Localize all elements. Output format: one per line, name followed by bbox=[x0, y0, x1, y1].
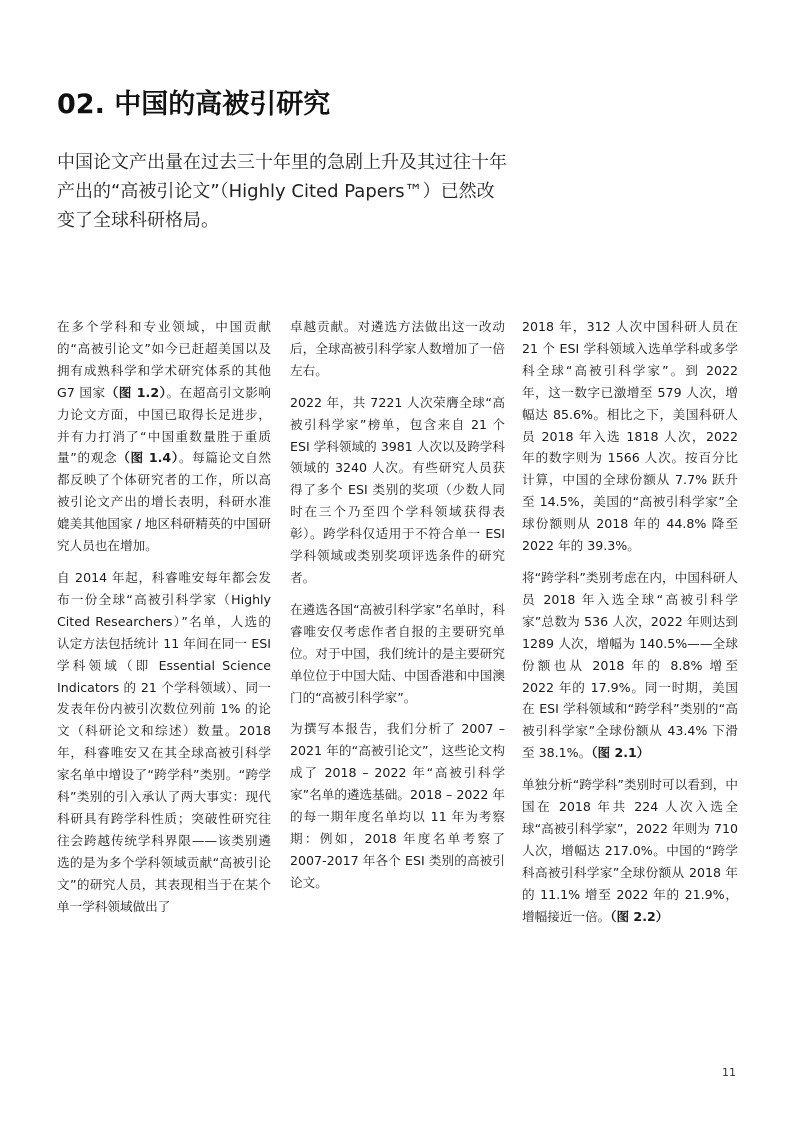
intro-paragraph: 中国论文产出量在过去三十年里的急剧上升及其过往十年产出的“高被引论文”（Highly Cited Papers™）已然改变了全球科研格局。 bbox=[57, 152, 507, 231]
figure-reference: （图 1.2） bbox=[105, 384, 167, 400]
text-run: 将“跨学科”类别考虑在内，中国科研人员 2018 年入选全球“高被引科学家”总数为 536 人次，2022 年则达到 1289 人次，增幅为 140.5%——全球份额也从 2018 年的 8.8% 增至 2022 年的 17.9%。同一时期，美国在 ESI 学科领域和“跨学科”类别的“高被引科学家”全球份额从 43.4% 下滑至 38.1%。 bbox=[522, 569, 738, 761]
figure-reference: （图 2.1） bbox=[591, 745, 650, 761]
paragraph: 卓越贡献。对遴选方法做出这一改动后，全球高被引科学家人数增加了一倍左右。 bbox=[290, 319, 505, 378]
text-run: 单独分析“跨学科”类别时可以看到，中国在 2018 年共 224 人次入选全球“高被引科学家”，2022 年则为 710 人次，增幅达 217.0%。中国的“跨学科高被引科学家”全球份额从 2018 年的 11.1% 增至 2022 年的 21.9%，增幅接近一倍。 bbox=[522, 777, 738, 924]
paragraph bbox=[57, 316, 271, 557]
text-column-2 bbox=[290, 316, 505, 904]
page-title: 02. 中国的高被引研究 bbox=[57, 89, 331, 120]
paragraph: 2022 年，共 7221 人次荣膺全球“高被引科学家”榜单，包含来自 21 个 ESI 学科领域的 3981 人次以及跨学科领域的 3240 人次。有些研究人员获得了多个 ESI 类别的奖项（少数人同时在三个乃至四个学科领域获得表彰）。跨学科仅适用于不符合单一 ESI 学科领域或类别奖项评选条件的研究者。 bbox=[290, 394, 505, 585]
paragraph: 在遴选各国“高被引科学家”名单时，科睿唯安仅考虑作者自报的主要研究单位。对于中国，我们统计的是主要研究单位位于中国大陆、中国香港和中国澳门的“高被引科学家”。 bbox=[290, 601, 505, 705]
figure-reference: （图 1.4） bbox=[117, 450, 179, 466]
text-run: 在多个学科和专业领域，中国贡献的“高被引论文”如今已赶超美国以及拥有成熟科学和学术研究体系的其他 G7 国家 bbox=[57, 319, 271, 400]
text-column-1 bbox=[57, 316, 271, 927]
paragraph bbox=[522, 774, 738, 927]
page-number: 11 bbox=[722, 1066, 736, 1079]
figure-reference: （图 2.2） bbox=[610, 908, 669, 924]
paragraph bbox=[522, 567, 738, 764]
text-run: 。每篇论文自然都反映了个体研究者的工作，所以高被引论文产出的增长表明，科研水准媲美其他国家 / 地区科研精英的中国研究人员也在增加。 bbox=[57, 450, 271, 554]
text-column-3 bbox=[522, 316, 738, 937]
text-run: 。在超高引文影响力论文方面，中国已取得长足进步，并有力打消了“中国重数量胜于重质量”的观念 bbox=[57, 384, 271, 466]
paragraph: 自 2014 年起，科睿唯安每年都会发布一份全球“高被引科学家（Highly Cited Researchers）”名单，人选的认定方法包括统计 11 年间在同一 ESI 学科领域（即 Essential Science Indicators 的 21 个学科领域）、同一发表年份内被引次数位列前 1% 的论文（科研论文和综述）数量。2018 年，科睿唯安又在其全球高被引科学家名单中增设了“跨学科”类别。“跨学科”类别的引入承认了两大事实：现代科研具有跨学科性质；突破性研究往往会跨越传统学科界限——该类别遴选的是为多个学科领域贡献“高被引论文”的研究人员，其表现相当于在某个单一学科领域做出了 bbox=[57, 569, 271, 914]
paragraph: 2018 年，312 人次中国科研人员在 21 个 ESI 学科领域入选单学科或多学科全球“高被引科学家”。到 2022 年，这一数字已激增至 579 人次，增幅达 85.6%。相比之下，美国科研人员 2018 年入选 1818 人次，2022 年的数字则为 1566 人次。按百分比计算，中国的全球份额从 7.7% 跃升至 14.5%，美国的“高被引科学家”全球份额则从 2018 年的 44.8% 降至 2022 年的 39.3%。 bbox=[522, 319, 738, 554]
paragraph: 为撰写本报告，我们分析了 2007 – 2021 年的“高被引论文”，这些论文构成了 2018 – 2022 年“高被引科学家”名单的遴选基础。2018 – 2022 年的每一期年度名单均以 11 年为考察期：例如，2018 年度名单考察了 2007-2017 年各个 ESI 类别的高被引论文。 bbox=[290, 721, 505, 890]
